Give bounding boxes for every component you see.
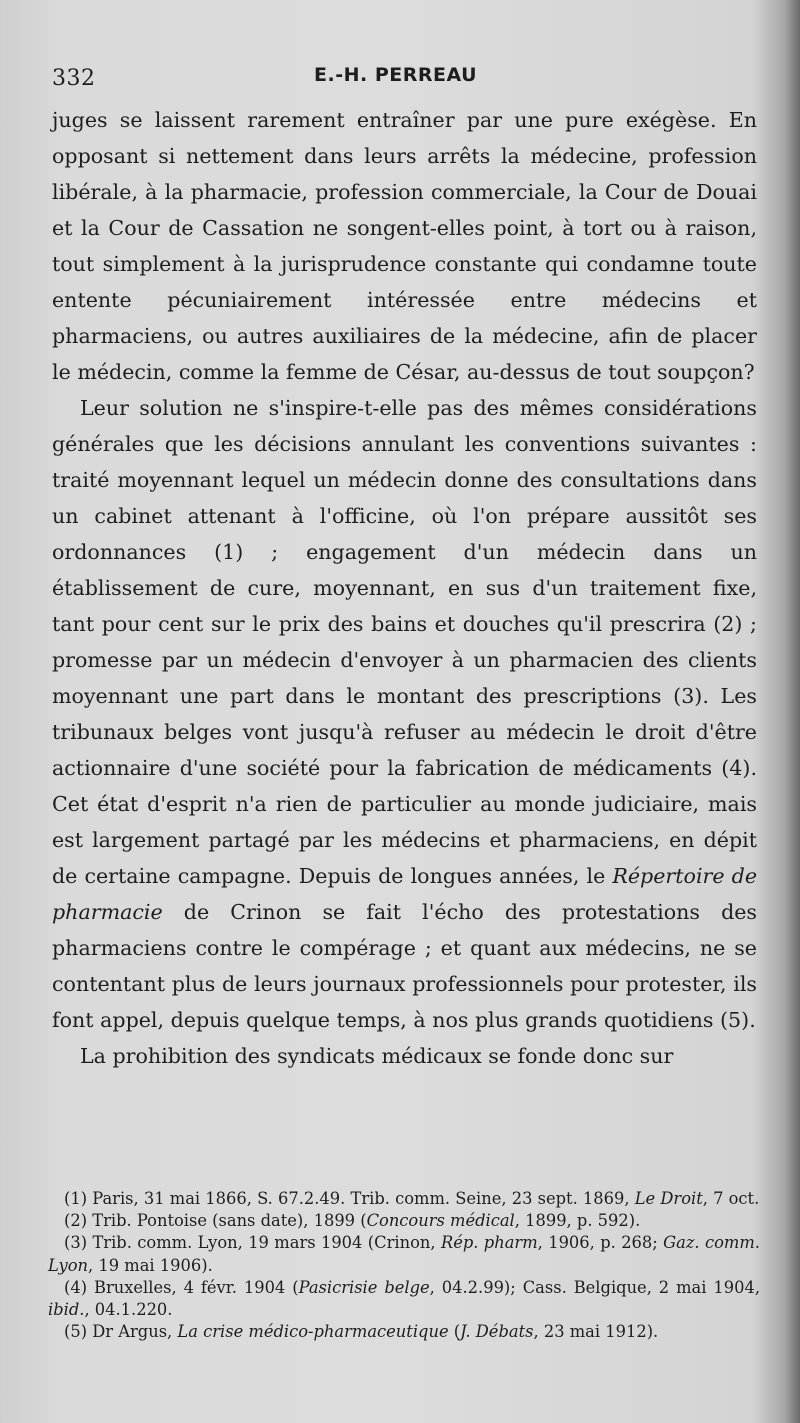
footnote-1 (48, 1188, 760, 1210)
footnote-3-italic-2: Gaz. comm. Lyon (48, 1233, 760, 1275)
footnote-3-mid: , 1906, p. 268; (537, 1233, 658, 1253)
running-head: E.-H. PERREAU (314, 64, 478, 86)
paragraph-2 (52, 390, 757, 1038)
footnote-5-tail: , 23 mai 1912). (533, 1322, 659, 1342)
footnote-1-italic: Le Droit (634, 1189, 703, 1208)
page-number: 332 (52, 66, 96, 91)
paragraph-1-text: juges se laissent rarement entraîner par une pure exégèse. En opposant si nettement dans leurs arrêts la médecine, profession libérale, à la pharmacie, profession commerciale, la Cour de Douai et la Cour de Cassation ne songent-elles point, à tort ou à raison, tout simplement à la jurisprudence constante qui condamne toute entente pécuniairement intéressée entre médecins et pharmaciens, ou autres auxiliaires de la médecine, afin de placer le médecin, comme la femme de César, au-dessus de tout soupçon? (52, 108, 757, 384)
paragraph-2-text-a: Leur solution ne s'inspire-t-elle pas des mêmes considérations générales que les décisions annulant les conventions suivantes : traité moyennant lequel un médecin donne des consultations dans un cabinet attenant à l'officine, où l'on prépare aussitôt ses ordonnances (1) ; engagement d'un médecin dans un établissement de cure, moyennant, en sus d'un traitement fixe, tant pour cent sur le prix des bains et douches qu'il prescrira (2) ; promesse par un médecin d'envoyer à un pharmacien des clients moyennant une part dans le montant des prescriptions (3). Les tribunaux belges vont jusqu'à refuser au médecin le droit d'être actionnaire d'une société pour la fabrication de médicaments (4). Cet état d'esprit n'a rien de particulier au monde judiciaire, mais est largement partagé par les médecins et pharmaciens, en dépit de certaine campagne. Depuis de longues années, le (52, 396, 757, 888)
footnote-3-italic-1: Rép. pharm (440, 1233, 538, 1253)
main-text (52, 102, 757, 1074)
footnote-4-tail: , 04.1.220. (84, 1300, 173, 1320)
footnote-4 (48, 1277, 760, 1321)
footnote-5 (48, 1321, 760, 1343)
footnote-1-tail: , 7 oct. (702, 1189, 760, 1208)
footnote-2 (48, 1210, 760, 1232)
paragraph-continued (52, 102, 757, 390)
footnote-2-tail: , 1899, p. 592). (514, 1211, 641, 1231)
footnote-2-italic: Concours médical (366, 1211, 515, 1231)
footnote-5-text: (5) Dr Argus, (64, 1322, 173, 1342)
footnote-3-text: (3) Trib. comm. Lyon, 19 mars 1904 (Crinon, (64, 1233, 436, 1253)
footnote-4-text: (4) Bruxelles, 4 févr. 1904 ( (64, 1277, 299, 1297)
footnote-5-paren: ( (453, 1322, 461, 1342)
page-header (52, 62, 752, 92)
paragraph-2-text-b: de Crinon se fait l'écho des protestations des pharmaciens contre le compérage ; et quant aux médecins, ne se contentant plus de leurs journaux professionnels pour protester, ils font appel, depuis quelque temps, à nos plus grands quotidiens (5). (52, 900, 758, 1032)
footnote-4-italic-2: ibid. (48, 1300, 85, 1320)
footnote-4-italic-1: Pasicrisie belge (298, 1277, 430, 1297)
footnote-3-tail: , 19 mai 1906). (88, 1255, 213, 1275)
footnote-4-mid: , 04.2.99); Cass. Belgique, 2 mai 1904, (429, 1277, 761, 1297)
footnote-1-text: (1) Paris, 31 mai 1866, S. 67.2.49. Trib. comm. Seine, 23 sept. 1869, (64, 1189, 630, 1208)
footnotes (48, 1188, 760, 1343)
footnote-5-italic-1: La crise médico-pharmaceutique (177, 1322, 449, 1342)
paragraph-3 (52, 1038, 757, 1074)
footnote-2-text: (2) Trib. Pontoise (sans date), 1899 ( (64, 1211, 367, 1231)
paragraph-3-text: La prohibition des syndicats médicaux se fonde donc sur (80, 1044, 674, 1068)
footnote-3 (48, 1232, 760, 1276)
footnote-5-italic-2: J. Débats (460, 1322, 534, 1342)
journal-title-repertoire: Répertoire de pharmacie (52, 864, 758, 924)
